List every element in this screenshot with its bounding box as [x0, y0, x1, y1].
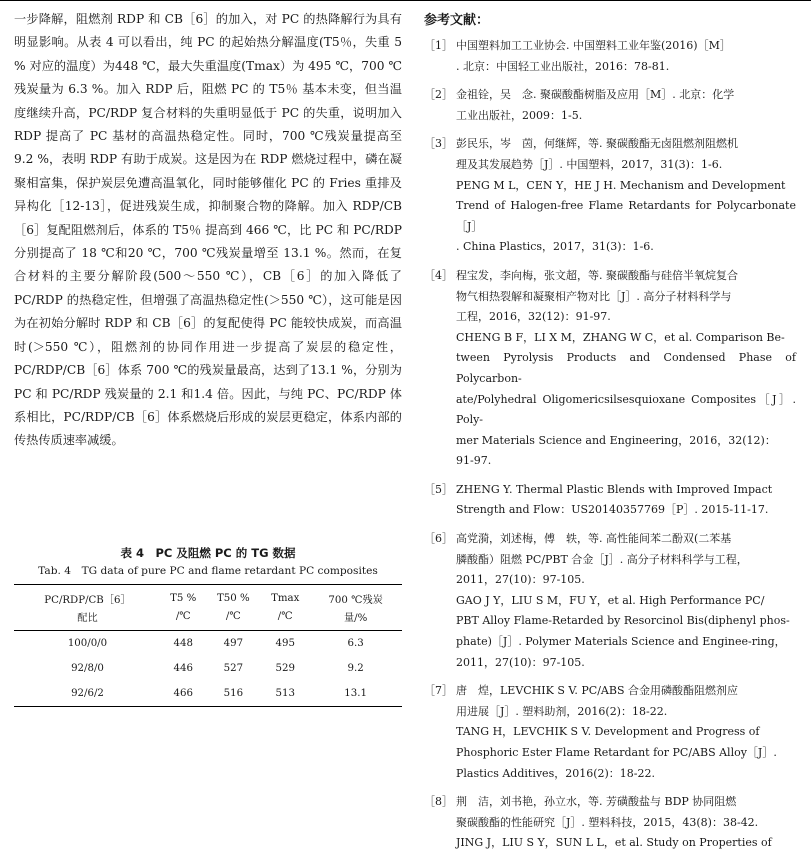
reference-line: Plastics Additives，2016(2)：18-22.: [456, 766, 655, 780]
reference-item: [424, 480, 796, 521]
table-cell: 6.3: [347, 638, 364, 649]
reference-number: ［8］: [424, 795, 453, 809]
reference-line: Trend of Halogen-free Flame Retardants for Polycarbonate［J］: [456, 199, 796, 233]
table-cell: 9.2: [347, 663, 364, 674]
reference-line: 唐 煌，LEVCHIK S V. PC/ABS 合金用磷酸酯阻燃剂应: [456, 684, 738, 698]
reference-number: ［1］: [424, 39, 453, 52]
reference-line: . China Plastics，2017，31(3)：1-6.: [456, 240, 654, 254]
header-unit-cell: 量/%: [309, 607, 402, 631]
reference-number: ［3］: [424, 137, 453, 151]
header-cell: T5 %: [161, 585, 206, 608]
reference-body: [456, 529, 796, 673]
header-cell: PC/RDP/CB［6］: [14, 585, 161, 608]
reference-line: CHENG B F，LI X M，ZHANG W C，et al. Comparison Be-: [456, 330, 785, 344]
header-unit-cell: /℃: [261, 607, 309, 631]
table-cell: 446: [173, 663, 193, 674]
reference-body: [456, 85, 796, 126]
reference-line: 高党漪，刘述梅，傅 轶，等. 高性能间苯二酚双(二苯基: [456, 532, 732, 546]
tg-data-table: [14, 584, 402, 707]
reference-line: ate/Polyhedral Oligomericsilsesquioxane Composites［J］. Poly-: [456, 392, 796, 427]
reference-item: [424, 85, 796, 126]
reference-line: ZHENG Y. Thermal Plastic Blends with Improved Impact: [456, 482, 773, 496]
header-unit-cell: /℃: [206, 607, 262, 631]
reference-number: ［2］: [424, 88, 453, 102]
table-cell: 92/8/0: [71, 663, 104, 674]
table-cell: 495: [275, 638, 295, 649]
table-cell: 527: [223, 663, 244, 674]
references-column: [424, 11, 796, 854]
tg-data-table-block: [14, 544, 402, 707]
reference-body: [456, 36, 796, 77]
reference-line: tween Pyrolysis Products and Condensed Phase of Polycarbon-: [456, 351, 796, 385]
header-cell: 700 ℃残炭: [309, 585, 402, 608]
header-cell: T50 %: [206, 585, 262, 608]
reference-item: [424, 134, 796, 258]
body-text-column: [14, 8, 402, 453]
table-cell: 100/0/0: [67, 638, 108, 649]
references-heading: 参考文献：: [424, 13, 490, 28]
reference-body: [456, 480, 796, 521]
reference-line: PBT Alloy Flame-Retarded by Resorcinol Bis(diphenyl phos-: [456, 614, 790, 628]
reference-line: 金祖铨，吴 念. 聚碳酸酯树脂及应用［M］. 北京：化学: [456, 88, 735, 102]
header-unit-cell: /℃: [161, 607, 206, 631]
table-cell: 516: [206, 681, 262, 707]
reference-number: ［5］: [424, 482, 453, 496]
reference-line: 膦酸酯）阻燃 PC/PBT 合金［J］. 高分子材料科学与工程，: [456, 552, 748, 566]
reference-line: 工业出版社，2009：1-5.: [456, 108, 583, 122]
reference-line: 工程，2016，32(12)：91-97.: [456, 310, 611, 324]
reference-body: [456, 792, 796, 854]
reference-item: [424, 266, 796, 472]
reference-item: [424, 529, 796, 673]
reference-line: 物气相热裂解和凝聚相产物对比［J］. 高分子材料科学与: [456, 289, 732, 303]
reference-line: 91-97.: [456, 454, 492, 468]
reference-line: 程宝发，李向梅，张文超，等. 聚碳酸酯与硅倍半氧烷复合: [456, 268, 738, 282]
reference-line: JING J，LIU S Y，SUN L L，et al. Study on Properties of: [456, 836, 772, 850]
reference-line: TANG H，LEVCHIK S V. Development and Progress of: [456, 725, 760, 739]
table-row: [14, 631, 402, 657]
reference-number: ［7］: [424, 684, 453, 698]
header-unit-cell: 配比: [14, 607, 161, 631]
table-header-unit-row: [14, 607, 402, 631]
reference-line: 中国塑料加工工业协会. 中国塑料工业年鉴(2016)［M］: [456, 39, 731, 52]
table-cell: 513: [261, 681, 309, 707]
reference-line: mer Materials Science and Engineering，2016，32(12)：: [456, 433, 776, 447]
body-paragraph: 一步降解，阻燃剂 RDP 和 CB［6］的加入，对 PC 的热降解行为具有明显影响。从表 4 可以看出，纯 PC 的起始热分解温度(T5％，失重 5 % 对应的温度）为448 ℃，最大失重温度(Tmax）为 495 ℃，700 ℃残炭量为 6.3 %。加入 RDP 后，阻燃 PC 的 T5％ 基本未变，但当温度继续升高，PC/RDP 复合材料的失重明显低于 PC 的失重，说明加入 RDP 提高了 PC 基材的高温热稳定性。同时，700 ℃残炭量提高至 9.2 %，表明 RDP 有助于成炭。这是因为在 RDP 燃烧过程中，磷在凝聚相富集，保护炭层免遭高温氧化，同时能够催化 PC 的 Fries 重排及异构化［12-13］，促进残炭生成，抑制聚合物的降解。加入 RDP/CB［6］复配阻燃剂后，体系的 T5％ 提高到 466 ℃，比 PC 和 PC/RDP 分别提高了 18 ℃和20 ℃，700 ℃残炭量增至 13.1 %。然而，在复合材料的主要分解阶段(500～550 ℃），CB［6］的加入降低了 PC/RDP 的热稳定性，但增强了高温热稳定性(＞550 ℃），这可能是因为在初始分解时 RDP 和 CB［6］的复配使得 PC 能较快成炭，而高温时(＞550 ℃），阻燃剂的协同作用进一步提高了炭层的稳定性，PC/RDP/CB［6］体系 700 ℃的残炭量最高，达到了13.1 %，分别为 PC 和 PC/RDP 残炭量的 2.1 和1.4 倍。因此，与纯 PC、PC/RDP 体系相比，PC/RDP/CB［6］体系燃烧后形成的炭层更稳定，体系内部的传热传质速率减缓。: [14, 12, 402, 448]
table-row: [14, 681, 402, 707]
reference-line: phate)［J］. Polymer Materials Science and Enginee-ring，: [456, 635, 786, 649]
reference-line: PENG M L，CEN Y，HE J H. Mechanism and Development: [456, 178, 786, 192]
reference-body: [456, 134, 796, 258]
reference-body: [456, 681, 796, 784]
reference-line: 彭民乐，岑 茵，何继辉，等. 聚碳酸酯无卤阻燃剂阻燃机: [456, 137, 738, 151]
reference-number: ［6］: [424, 532, 453, 546]
reference-item: [424, 792, 796, 854]
table-cell: 92/6/2: [14, 681, 161, 707]
reference-line: . 北京：中国轻工业出版社，2016：78-81.: [456, 59, 670, 73]
reference-line: Strength and Flow：US20140357769［P］. 2015-11-17.: [456, 503, 769, 517]
table-cell: 13.1: [309, 681, 402, 707]
reference-body: [456, 266, 796, 472]
table-header-row: [14, 585, 402, 608]
table-cell: 497: [223, 638, 244, 649]
reference-line: 聚碳酸酯的性能研究［J］. 塑料科技，2015，43(8)：38-42.: [456, 815, 759, 829]
reference-line: GAO J Y，LIU S M，FU Y，et al. High Performance PC/: [456, 593, 765, 607]
reference-list: [424, 36, 796, 854]
reference-line: 2011，27(10)：97-105.: [456, 573, 585, 587]
table-row: [14, 656, 402, 681]
table-caption-en: Tab. 4 TG data of pure PC and flame retardant PC composites: [38, 565, 378, 577]
table-cell: 466: [161, 681, 206, 707]
reference-line: 2011，27(10)：97-105.: [456, 655, 585, 669]
reference-number: ［4］: [424, 268, 453, 282]
reference-item: [424, 681, 796, 784]
header-cell: Tmax: [261, 585, 309, 608]
reference-item: [424, 36, 796, 77]
top-rule: [0, 0, 811, 1]
table-cell: 529: [275, 663, 295, 674]
reference-line: 用进展［J］. 塑料助剂，2016(2)：18-22.: [456, 704, 668, 718]
reference-line: 理及其发展趋势［J］. 中国塑料，2017，31(3)：1-6.: [456, 157, 723, 171]
reference-line: Phosphoric Ester Flame Retardant for PC/ABS Alloy［J］.: [456, 746, 777, 759]
table-caption-cn: 表 4 PC 及阻燃 PC 的 TG 数据: [120, 546, 296, 560]
reference-line: 荆 洁，刘书艳，孙立水，等. 芳磺酸盐与 BDP 协同阻燃: [456, 795, 737, 809]
table-cell: 448: [173, 638, 193, 649]
